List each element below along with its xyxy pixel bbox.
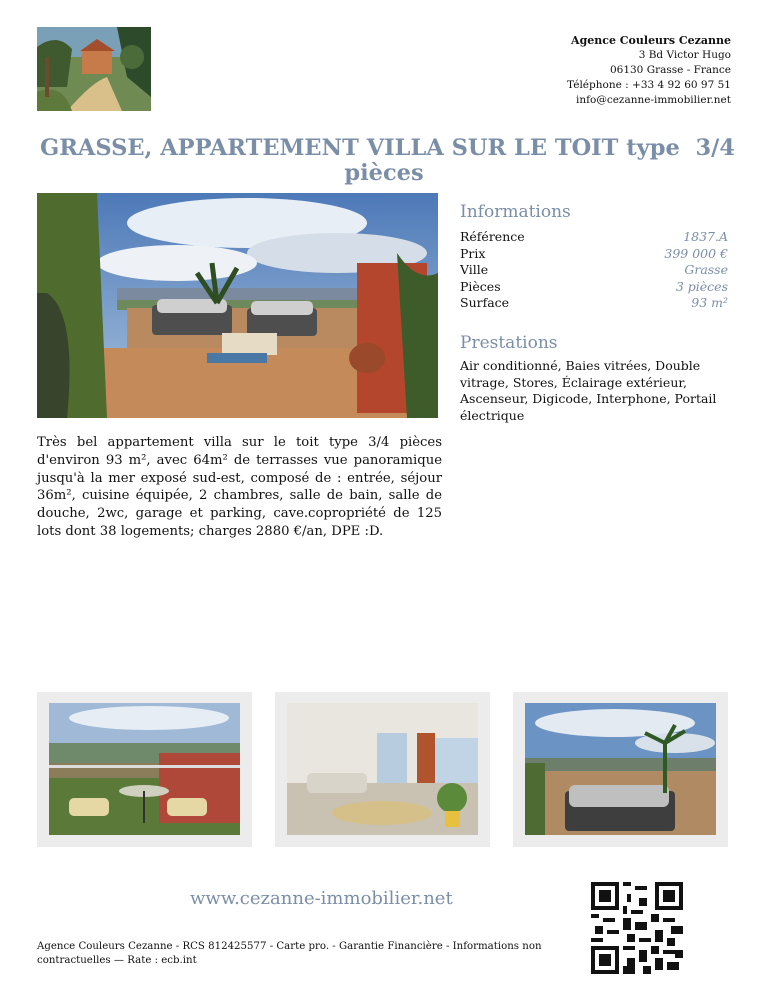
legal-footer: Agence Couleurs Cezanne - RCS 812425577 - Carte pro. - Garantie Financière - Informations non contractuelles — Rate : ecb.int xyxy=(37,941,542,966)
info-value: 3 pièces xyxy=(675,278,728,294)
info-value: 93 m² xyxy=(691,295,728,310)
qr-code-icon xyxy=(591,882,683,974)
agency-info xyxy=(567,33,731,108)
listing-title-line1: GRASSE, APPARTEMENT VILLA SUR LE TOIT type 3/4 xyxy=(40,135,735,161)
info-row-rooms xyxy=(460,279,728,296)
info-row-city xyxy=(460,262,728,279)
agency-name: Agence Couleurs Cezanne xyxy=(571,34,731,47)
info-row-reference xyxy=(460,229,728,246)
info-label: Prix xyxy=(460,245,486,261)
agency-email[interactable]: info@cezanne-immobilier.net xyxy=(575,94,731,106)
informations-table xyxy=(460,229,728,312)
listing-title xyxy=(40,135,735,186)
prestations-heading: Prestations xyxy=(460,333,558,353)
info-label: Référence xyxy=(460,229,525,244)
info-label: Surface xyxy=(460,295,510,310)
info-row-surface xyxy=(460,295,728,312)
main-property-photo xyxy=(37,193,438,418)
website-link[interactable]: www.cezanne-immobilier.net xyxy=(190,888,453,909)
listing-title-line2: pièces xyxy=(344,160,424,186)
agency-phone: Téléphone : +33 4 92 60 97 51 xyxy=(567,79,731,91)
info-value: 399 000 € xyxy=(664,245,728,261)
property-description: Très bel appartement villa sur le toit type 3/4 pièces d'environ 93 m², avec 64m² de terrasses vue panoramique jusqu'à la mer exposé sud-est, composé de : entrée, séjour 36m², cuisine équipée, 2 chambres, salle de bain, salle de douche, 2wc, garage et parking, cave.copropriété de 125 lots dont 38 logements; charges 2880 €/an, DPE :D. xyxy=(37,435,442,539)
agency-logo-painting xyxy=(37,27,151,111)
thumbnail-terrace[interactable] xyxy=(37,692,252,847)
prestations-list: Air conditionné, Baies vitrées, Double vitrage, Stores, Éclairage extérieur, Ascenseur, Digicode, Interphone, Portail électrique xyxy=(460,358,717,423)
info-value: 1837.A xyxy=(683,229,728,244)
agency-address: 3 Bd Victor Hugo xyxy=(638,49,731,61)
thumbnail-terrace-sofa[interactable] xyxy=(513,692,728,847)
info-label: Ville xyxy=(460,262,489,277)
agency-city: 06130 Grasse - France xyxy=(609,64,731,76)
info-label: Pièces xyxy=(460,278,501,294)
informations-heading: Informations xyxy=(460,202,571,222)
thumbnail-living-room[interactable] xyxy=(275,692,490,847)
info-row-price xyxy=(460,246,728,263)
info-value: Grasse xyxy=(684,262,728,277)
